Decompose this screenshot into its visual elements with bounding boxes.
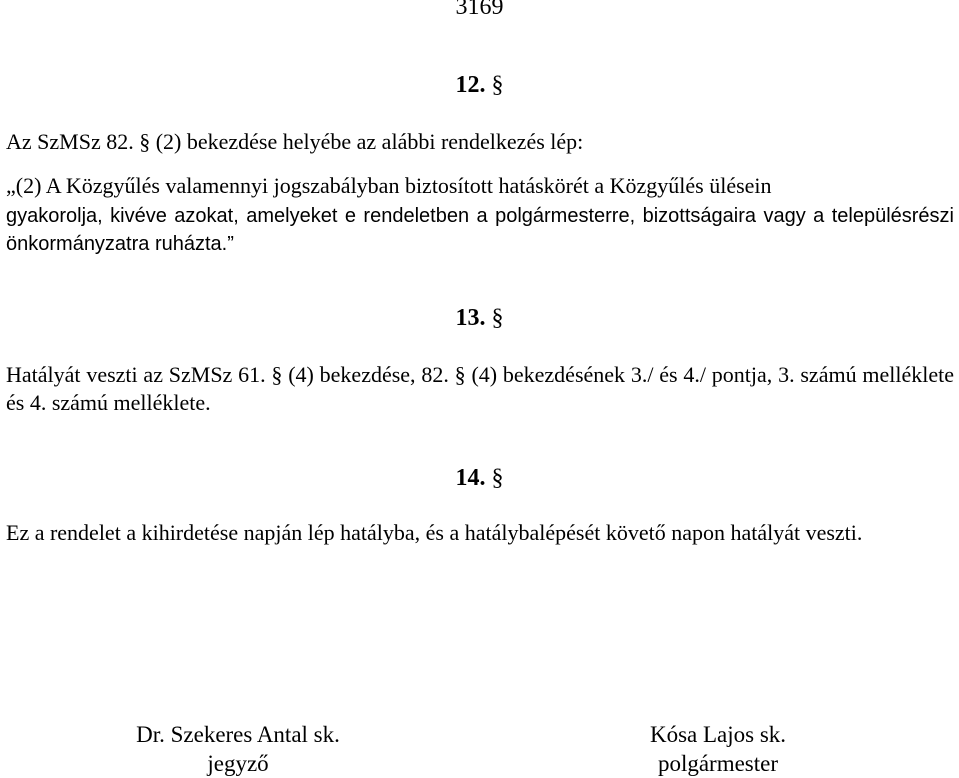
section-12-quote-opening: „(2) A Közgyűlés valamennyi jogszabályban biztosított hatáskörét a Közgyűlés ülésein — [6, 173, 772, 198]
section-number: 14. — [455, 465, 486, 491]
section-14-text: Ez a rendelet a kihirdetése napján lép hatályba, és a hatálybalépését követő napon hatályát veszti. — [6, 520, 863, 545]
section-12-intro: Az SzMSz 82. § (2) bekezdése helyébe az alábbi rendelkezés lép: — [6, 129, 584, 154]
signature-notary — [98, 720, 378, 778]
section-sign: § — [491, 305, 504, 331]
section-heading-13 — [0, 303, 959, 333]
signature-name: Kósa Lajos sk. — [649, 722, 787, 747]
section-sign: § — [491, 465, 504, 491]
signature-title: polgármester — [657, 751, 779, 776]
signature-title: jegyző — [207, 751, 269, 776]
page-number: 3169 — [455, 0, 504, 20]
section-heading-12 — [0, 70, 959, 100]
section-heading-14 — [0, 463, 959, 493]
section-13-text: Hatályát veszti az SzMSz 61. § (4) bekezdése, 82. § (4) bekezdésének 3./ és 4./ pontja, 3. számú melléklete és 4. számú melléklete. — [6, 362, 954, 415]
section-sign: § — [491, 72, 504, 98]
section-number: 12. — [455, 72, 486, 98]
signature-name: Dr. Szekeres Antal sk. — [136, 722, 340, 747]
section-12-quote-rest: gyakorolja, kivéve azokat, amelyeket e rendeletben a polgármesterre, bizottságaira vagy a településrészi önkormányzatra ruházta.” — [6, 205, 954, 255]
signature-mayor — [598, 720, 838, 778]
section-number: 13. — [455, 305, 486, 331]
